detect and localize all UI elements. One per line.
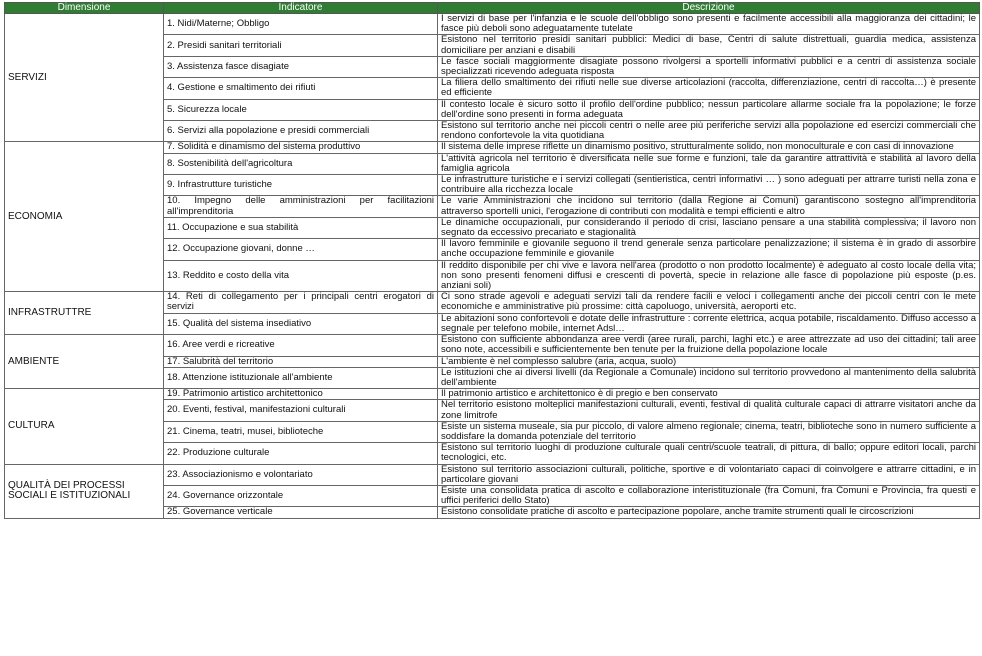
description-cell: Le istituzioni che ai diversi livelli (da Regionale a Comunale) incidono sul territorio provvedono al mantenimento della salubrità dell'ambiente <box>438 367 980 388</box>
indicator-cell: 13. Reddito e costo della vita <box>164 260 438 292</box>
table-row <box>5 335 980 356</box>
dimension-cell: SERVIZI <box>5 14 164 142</box>
indicator-cell: 9. Infrastrutture turistiche <box>164 175 438 196</box>
indicator-cell: 22. Produzione culturale <box>164 443 438 464</box>
description-cell: Esistono nel territorio presidi sanitari pubblici: Medici di base, Centri di salute distrettuali, guardia medica, assistenza domiciliare per anziani e disabili <box>438 35 980 56</box>
dimension-cell: INFRASTRUTTRE <box>5 292 164 335</box>
indicator-cell: 7. Solidità e dinamismo del sistema produttivo <box>164 142 438 153</box>
description-cell: Esistono con sufficiente abbondanza aree verdi (aree rurali, parchi, laghi etc.) e aree attrezzate ad uso dei cittadini; tali aree sono note, accessibili e sufficientemente ben tenute per la fruizione della popolazione locale <box>438 335 980 356</box>
description-cell: L'attività agricola nel territorio è diversificata nelle sue forme e funzioni, tale da garantire attrattività e stabilità al lavoro della famiglia agricola <box>438 153 980 174</box>
description-cell: Il contesto locale è sicuro sotto il profilo dell'ordine pubblico; nessun particolare allarme sociale fra la popolazione; le forze dell'ordine sono presenti in forma adeguata <box>438 99 980 120</box>
header-descrizione: Descrizione <box>438 3 980 14</box>
description-cell: La filiera dello smaltimento dei rifiuti nelle sue diverse articolazioni (raccolta, differenziazione, centri di raccolta…) è presente ed efficiente <box>438 78 980 99</box>
indicator-cell: 20. Eventi, festival, manifestazioni culturali <box>164 400 438 421</box>
description-cell: Nel territorio esistono molteplici manifestazioni culturali, eventi, festival di qualità culturale capaci di attrarre visitatori anche da zone limitrofe <box>438 400 980 421</box>
description-cell: Esiste una consolidata pratica di ascolto e collaborazione interistituzionale (fra Comuni, fra Comuni e Provincia, fra questi e uffici periferici dello Stato) <box>438 485 980 506</box>
dimension-cell: CULTURA <box>5 389 164 464</box>
indicator-cell: 11. Occupazione e sua stabilità <box>164 217 438 238</box>
indicator-cell: 17. Salubrità del territorio <box>164 356 438 367</box>
description-cell: Le varie Amministrazioni che incidono sul territorio (dalla Regione ai Comuni) garantiscono sostegno all'imprenditoria attraverso sportelli unici, l'erogazione di contributi con modalità e tempi efficienti e altro <box>438 196 980 217</box>
description-cell: Esistono sul territorio associazioni culturali, politiche, sportive e di volontariato capaci di coinvolgere e attrarre cittadini, e in particolare giovani <box>438 464 980 485</box>
table-row <box>5 464 980 485</box>
dimension-cell: QUALITÀ DEI PROCESSI SOCIALI E ISTITUZIONALI <box>5 464 164 518</box>
description-cell: Le infrastrutture turistiche e i servizi collegati (sentieristica, centri informativi … ) sono adeguati per attrarre turisti nella zona e contribuire alla ricchezza locale <box>438 175 980 196</box>
header-row <box>5 3 980 14</box>
description-cell: Il lavoro femminile e giovanile seguono il trend generale senza particolare penalizzazione; il sistema è in grado di assorbire anche occupazione femminile e giovanile <box>438 239 980 260</box>
indicator-table <box>4 2 980 519</box>
indicator-cell: 21. Cinema, teatri, musei, biblioteche <box>164 421 438 442</box>
header-indicatore: Indicatore <box>164 3 438 14</box>
indicator-cell: 4. Gestione e smaltimento dei rifiuti <box>164 78 438 99</box>
indicator-cell: 6. Servizi alla popolazione e presidi commerciali <box>164 121 438 142</box>
indicator-cell: 12. Occupazione giovani, donne … <box>164 239 438 260</box>
dimension-cell: AMBIENTE <box>5 335 164 389</box>
description-cell: Ci sono strade agevoli e adeguati servizi tali da rendere facili e veloci i collegamenti anche dei piccoli centri con le mete economiche e amministrative più prossime: città capoluogo, università, aeroporti etc. <box>438 292 980 313</box>
description-cell: Esistono sul territorio anche nei piccoli centri o nelle aree più periferiche servizi alla popolazione ed esercizi commerciali che rendono confortevole la vita quotidiana <box>438 121 980 142</box>
indicator-cell: 16. Aree verdi e ricreative <box>164 335 438 356</box>
table-row <box>5 142 980 153</box>
indicator-cell: 25. Governance verticale <box>164 507 438 518</box>
dimension-cell: ECONOMIA <box>5 142 164 292</box>
indicator-cell: 14. Reti di collegamento per i principali centri erogatori di servizi <box>164 292 438 313</box>
description-cell: Esiste un sistema museale, sia pur piccolo, di valore almeno regionale; cinema, teatri, biblioteche sono in numero sufficiente a soddisfare la domanda potenziale del territorio <box>438 421 980 442</box>
indicator-cell: 8. Sostenibilità dell'agricoltura <box>164 153 438 174</box>
table-body <box>5 14 980 519</box>
description-cell: Esistono consolidate pratiche di ascolto e partecipazione popolare, anche tramite strumenti quali le circoscrizioni <box>438 507 980 518</box>
table-row <box>5 292 980 313</box>
indicator-cell: 5. Sicurezza locale <box>164 99 438 120</box>
description-cell: Le abitazioni sono confortevoli e dotate delle infrastrutture : corrente elettrica, acqua potabile, riscaldamento. Diffuso accesso a segnale per telefono mobile, internet Adsl… <box>438 313 980 334</box>
header-dimensione: Dimensione <box>5 3 164 14</box>
indicator-cell: 1. Nidi/Materne; Obbligo <box>164 14 438 35</box>
indicator-cell: 10. Impegno delle amministrazioni per facilitazioni all'imprenditoria <box>164 196 438 217</box>
description-cell: Il reddito disponibile per chi vive e lavora nell'area (prodotto o non prodotto localmente) è adeguato al costo locale della vita; non sono presenti fenomeni diffusi e crescenti di povertà, specie in relazione alle fasce di popolazione più esposte (p.es. anziani soli) <box>438 260 980 292</box>
description-cell: Esistono sul territorio luoghi di produzione culturale quali centri/scuole teatrali, di pittura, di ballo; oppure editori locali, parchi tecnologici, etc. <box>438 443 980 464</box>
description-cell: L'ambiente è nel complesso salubre (aria, acqua, suolo) <box>438 356 980 367</box>
indicator-cell: 19. Patrimonio artistico architettonico <box>164 389 438 400</box>
description-cell: Le fasce sociali maggiormente disagiate possono rivolgersi a sportelli informativi pubblici e a centri di assistenza sociale specializzati ricevendo adeguata risposta <box>438 56 980 77</box>
indicator-cell: 24. Governance orizzontale <box>164 485 438 506</box>
table-row <box>5 389 980 400</box>
indicator-table-wrapper <box>4 2 979 519</box>
table-row <box>5 14 980 35</box>
description-cell: Le dinamiche occupazionali, pur considerando il periodo di crisi, lasciano pensare a una stabilità complessiva; il lavoro non segnato da eccessivo precariato e stagionalità <box>438 217 980 238</box>
description-cell: Il sistema delle imprese riflette un dinamismo positivo, strutturalmente solido, non monoculturale e con casi di innovazione <box>438 142 980 153</box>
indicator-cell: 3. Assistenza fasce disagiate <box>164 56 438 77</box>
indicator-cell: 18. Attenzione istituzionale all'ambiente <box>164 367 438 388</box>
indicator-cell: 15. Qualità del sistema insediativo <box>164 313 438 334</box>
description-cell: Il patrimonio artistico e architettonico è di pregio e ben conservato <box>438 389 980 400</box>
indicator-cell: 23. Associazionismo e volontariato <box>164 464 438 485</box>
indicator-cell: 2. Presidi sanitari territoriali <box>164 35 438 56</box>
description-cell: I servizi di base per l'infanzia e le scuole dell'obbligo sono presenti e facilmente accessibili alla maggioranza dei cittadini; le fasce più deboli sono adeguatamente tutelate <box>438 14 980 35</box>
